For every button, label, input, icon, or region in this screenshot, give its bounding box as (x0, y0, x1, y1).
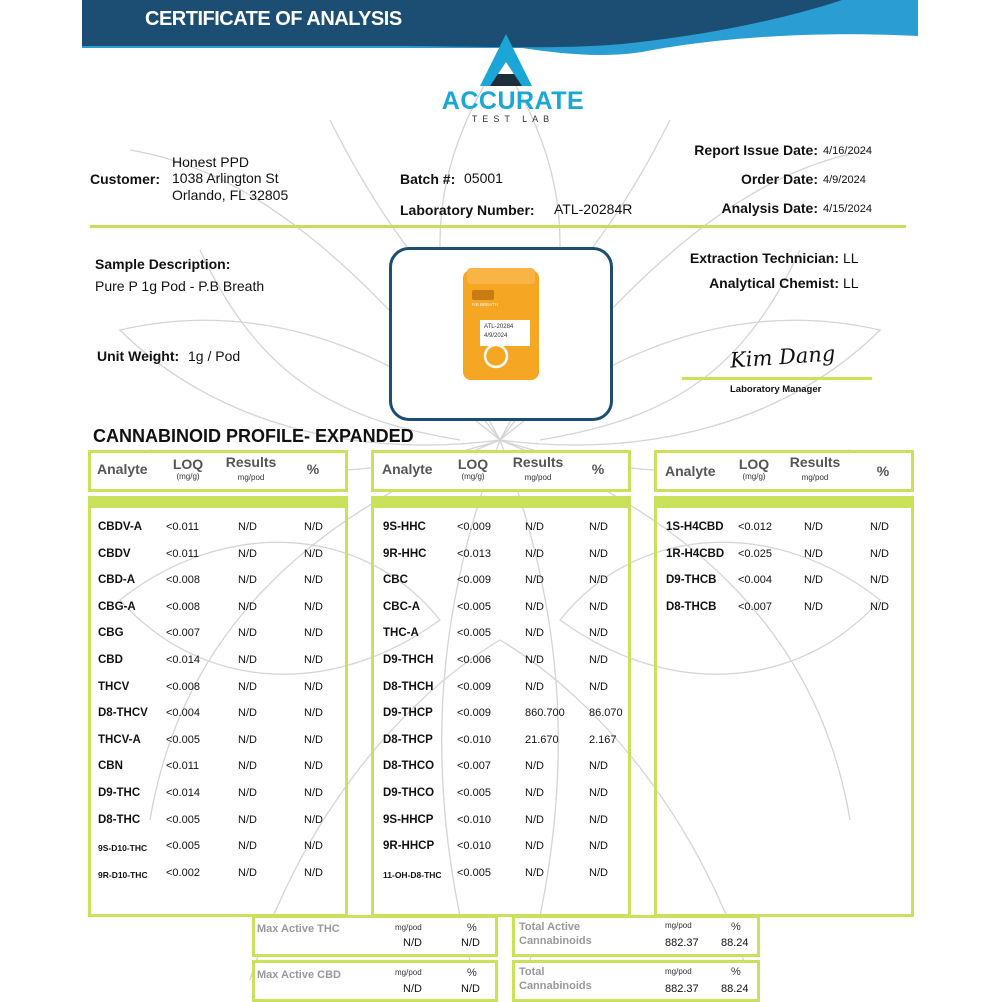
col-results-header: Results (225, 454, 277, 470)
analyte-name: 9S-D10-THC (98, 843, 148, 854)
result-value: N/D (525, 574, 544, 587)
result-value: N/D (238, 574, 257, 587)
col-percent-header: % (591, 461, 605, 477)
loq-value: <0.004 (738, 574, 772, 587)
percent-value: N/D (870, 547, 889, 560)
analyte-name: 9R-D10-THC (98, 869, 148, 880)
result-value: N/D (525, 787, 544, 799)
col-loq-header: LOQ (172, 456, 204, 472)
analyte-name: 9R-HHC (383, 547, 427, 560)
percent-value: N/D (589, 680, 608, 693)
col-percent-header: % (306, 461, 320, 477)
result-value: N/D (525, 654, 544, 666)
col-results-header: Results (789, 454, 841, 470)
table-header-2 (371, 450, 631, 492)
max-active-thc-box (252, 915, 498, 957)
table-row (654, 521, 908, 541)
lab-number-value: ATL-20284R (554, 201, 633, 217)
loq-value: <0.011 (166, 760, 200, 773)
table-row (88, 548, 342, 568)
customer-address-1: 1038 Arlington St (172, 170, 279, 186)
result-value: N/D (525, 547, 544, 560)
analyte-name: CBDV (98, 547, 131, 560)
total-pct-header: % (731, 966, 741, 978)
manager-title: Laboratory Manager (730, 384, 822, 395)
table-row (371, 867, 625, 887)
max-active-cbd-pct: N/D (461, 983, 480, 995)
result-value: N/D (238, 760, 257, 773)
max-active-thc-label: Max Active THC (257, 923, 340, 935)
loq-value: <0.005 (457, 787, 491, 799)
loq-value: <0.007 (166, 627, 200, 640)
col-results-unit: mg/pod (237, 473, 265, 482)
table-row (371, 734, 625, 754)
table-row (371, 601, 625, 621)
analyte-name: 9R-HHCP (383, 840, 435, 853)
table-row (654, 548, 908, 568)
total-active-label-1: Total Active (519, 921, 581, 933)
table-row (371, 760, 625, 780)
analyte-name: CBC (383, 574, 408, 587)
analyte-name: D9-THCP (383, 707, 433, 720)
profile-title: CANNABINOID PROFILE- EXPANDED (93, 426, 414, 446)
table-row (88, 867, 342, 887)
batch-value: 05001 (464, 170, 503, 186)
analyte-name: 9S-HHC (383, 521, 426, 533)
result-value: N/D (525, 840, 544, 853)
result-value: N/D (238, 787, 257, 799)
result-value: N/D (804, 600, 823, 613)
col-loq-header: LOQ (738, 456, 770, 472)
accurate-logo-icon (478, 32, 534, 88)
result-value: N/D (804, 547, 823, 560)
result-value: N/D (238, 600, 257, 613)
table-row (371, 548, 625, 568)
loq-value: <0.013 (457, 547, 491, 560)
loq-value: <0.009 (457, 707, 491, 720)
percent-value: N/D (304, 866, 323, 879)
col-results-unit: mg/pod (524, 473, 552, 482)
percent-value: 2.167 (589, 733, 617, 746)
percent-value: N/D (589, 521, 608, 533)
analyte-name: D8-THCH (383, 680, 434, 693)
loq-value: <0.008 (166, 600, 200, 613)
result-value: N/D (238, 707, 257, 720)
result-value: N/D (238, 547, 257, 560)
loq-value: <0.014 (166, 787, 200, 799)
table-row (371, 627, 625, 647)
document-title: CERTIFICATE OF ANALYSIS (145, 8, 402, 30)
result-value: 21.670 (525, 733, 559, 746)
report-issue-date-label: Report Issue Date: (694, 142, 818, 158)
loq-value: <0.025 (738, 547, 772, 560)
loq-value: <0.005 (457, 600, 491, 613)
percent-value: N/D (304, 813, 323, 826)
loq-value: <0.009 (457, 521, 491, 533)
table-row (88, 760, 342, 780)
loq-value: <0.004 (166, 707, 200, 720)
percent-value: N/D (589, 787, 608, 799)
percent-value: N/D (304, 733, 323, 746)
max-active-thc-pct: N/D (461, 937, 480, 949)
product-label-line-2: 4/9/2024 (484, 333, 508, 339)
extraction-technician: LL (843, 250, 859, 266)
loq-value: <0.012 (738, 521, 772, 533)
percent-value: N/D (304, 840, 323, 853)
analyte-name: CBDV-A (98, 521, 143, 533)
col-analyte-header: Analyte (665, 463, 716, 479)
percent-value: N/D (304, 654, 323, 666)
analyte-name: 11-OH-D8-THC (383, 869, 442, 880)
total-active-unit: mg/pod (665, 921, 692, 930)
header-divider (90, 225, 906, 228)
percent-value: N/D (870, 521, 889, 533)
percent-value: N/D (870, 574, 889, 587)
result-value: N/D (238, 733, 257, 746)
analytical-chemist: LL (843, 275, 859, 291)
percent-value: N/D (589, 654, 608, 666)
analyte-name: D9-THCO (383, 787, 435, 799)
result-value: N/D (525, 680, 544, 693)
table-row (371, 521, 625, 541)
table-row (371, 574, 625, 594)
table-row (88, 654, 342, 674)
max-active-cbd-mg: N/D (403, 983, 422, 995)
analysis-date-label: Analysis Date: (721, 200, 818, 216)
table-row (88, 627, 342, 647)
loq-value: <0.005 (166, 840, 200, 853)
table-row (654, 574, 908, 594)
loq-value: <0.014 (166, 654, 200, 666)
total-cannabinoids-box (512, 960, 760, 1002)
total-active-mg: 882.37 (665, 937, 699, 949)
result-value: N/D (238, 521, 257, 533)
table-row (654, 601, 908, 621)
col-loq-unit: (mg/g) (461, 472, 485, 481)
analyte-name: D8-THCV (98, 707, 148, 720)
percent-value: N/D (304, 521, 323, 533)
percent-value: N/D (589, 627, 608, 640)
analyte-name: CBD-A (98, 574, 136, 587)
percent-value: N/D (589, 866, 608, 879)
loq-value: <0.011 (166, 521, 200, 533)
result-value: N/D (238, 654, 257, 666)
analyte-name: D8-THC (98, 813, 141, 826)
analyte-name: D9-THCH (383, 654, 434, 666)
table-row (88, 681, 342, 701)
loq-value: <0.007 (738, 600, 772, 613)
percent-value: N/D (304, 680, 323, 693)
result-value: N/D (804, 574, 823, 587)
analyte-name: 1S-H4CBD (666, 521, 724, 533)
customer-label: Customer: (90, 171, 161, 187)
percent-value: N/D (304, 627, 323, 640)
col-loq-unit: (mg/g) (176, 472, 200, 481)
col-loq-unit: (mg/g) (742, 472, 766, 481)
analyte-name: THCV-A (98, 733, 141, 746)
table-row (88, 707, 342, 727)
table-row (88, 814, 342, 834)
table-row (88, 787, 342, 807)
max-active-cbd-box (252, 960, 498, 1002)
loq-value: <0.005 (457, 866, 491, 879)
table-row (371, 787, 625, 807)
result-value: N/D (525, 600, 544, 613)
loq-value: <0.010 (457, 733, 491, 746)
table-header-3 (654, 450, 914, 492)
analyte-name: THCV (98, 680, 130, 693)
logo-subtitle: TEST LAB (471, 114, 555, 124)
table-row (371, 707, 625, 727)
percent-value: N/D (589, 840, 608, 853)
percent-value: N/D (304, 707, 323, 720)
col-analyte-header: Analyte (97, 461, 148, 477)
customer-address-2: Orlando, FL 32805 (172, 187, 289, 203)
analyte-name: D8-THCO (383, 760, 435, 773)
table-row (371, 814, 625, 834)
total-active-pct-header: % (731, 921, 741, 933)
lab-number-label: Laboratory Number: (400, 202, 535, 218)
unit-weight: 1g / Pod (188, 348, 241, 364)
manager-signature: Kim Dang (729, 341, 837, 373)
percent-value: N/D (589, 547, 608, 560)
result-value: N/D (525, 813, 544, 826)
table-row (371, 681, 625, 701)
result-value: N/D (525, 521, 544, 533)
result-value: N/D (525, 627, 544, 640)
loq-value: <0.008 (166, 680, 200, 693)
total-label-1: Total (519, 966, 545, 978)
order-date-label: Order Date: (740, 171, 818, 187)
table-row (88, 521, 342, 541)
product-photo-frame (389, 247, 613, 421)
loq-value: <0.005 (457, 627, 491, 640)
total-active-pct: 88.24 (721, 937, 749, 949)
col-results-unit: mg/pod (801, 473, 829, 482)
extraction-technician-label: Extraction Technician: (689, 250, 839, 266)
table-row (88, 734, 342, 754)
sample-description-label: Sample Description: (95, 256, 231, 272)
max-active-thc-unit: mg/pod (395, 923, 422, 932)
unit-weight-label: Unit Weight: (97, 348, 180, 364)
col-analyte-header: Analyte (382, 461, 433, 477)
analyte-name: 1R-H4CBD (666, 547, 725, 560)
analysis-date: 4/15/2024 (823, 203, 872, 215)
loq-value: <0.010 (457, 840, 491, 853)
table-row (88, 840, 342, 860)
max-active-cbd-pct-header: % (467, 967, 477, 979)
loq-value: <0.006 (457, 654, 491, 666)
result-value: 860.700 (525, 707, 565, 720)
total-active-label-2: Cannabinoids (519, 935, 592, 947)
loq-value: <0.005 (166, 813, 200, 826)
result-value: N/D (238, 866, 257, 879)
total-pct: 88.24 (721, 983, 749, 995)
percent-value: N/D (589, 600, 608, 613)
percent-value: 86.070 (589, 707, 623, 720)
analyte-name: CBC-A (383, 600, 421, 613)
result-value: N/D (238, 680, 257, 693)
total-active-cannabinoids-box (512, 915, 760, 957)
result-value: N/D (238, 813, 257, 826)
col-percent-header: % (876, 463, 890, 479)
loq-value: <0.008 (166, 574, 200, 587)
table-row (371, 840, 625, 860)
analyte-name: D9-THC (98, 787, 141, 799)
result-value: N/D (238, 627, 257, 640)
percent-value: N/D (304, 787, 323, 799)
batch-label: Batch #: (400, 171, 456, 187)
result-value: N/D (525, 866, 544, 879)
max-active-cbd-label: Max Active CBD (257, 969, 341, 981)
loq-value: <0.007 (457, 760, 491, 773)
total-unit: mg/pod (665, 967, 692, 976)
table-row (88, 574, 342, 594)
signature-line (682, 377, 872, 380)
table-header-1 (88, 450, 348, 492)
percent-value: N/D (870, 600, 889, 613)
analyte-name: CBD (98, 654, 123, 666)
result-value: N/D (525, 760, 544, 773)
sample-description: Pure P 1g Pod - P.B Breath (95, 278, 265, 294)
product-label-line-1: ATL-20284 (484, 324, 514, 330)
loq-value: <0.011 (166, 547, 200, 560)
max-active-thc-mg: N/D (403, 937, 422, 949)
order-date: 4/9/2024 (823, 174, 866, 186)
loq-value: <0.005 (166, 733, 200, 746)
analyte-name: D8-THCB (666, 600, 717, 613)
percent-value: N/D (304, 760, 323, 773)
table-row (88, 601, 342, 621)
loq-value: <0.010 (457, 813, 491, 826)
result-value: N/D (804, 521, 823, 533)
total-label-2: Cannabinoids (519, 980, 592, 992)
max-active-thc-pct-header: % (467, 922, 477, 934)
analyte-name: CBN (98, 760, 123, 773)
analyte-name: D8-THCP (383, 733, 433, 746)
loq-value: <0.002 (166, 866, 200, 879)
analyte-name: CBG (98, 627, 124, 640)
analytical-chemist-label: Analytical Chemist: (709, 275, 839, 291)
customer-name: Honest PPD (172, 154, 250, 170)
max-active-cbd-unit: mg/pod (395, 968, 422, 977)
loq-value: <0.009 (457, 574, 491, 587)
analyte-name: 9S-HHCP (383, 813, 434, 826)
col-results-header: Results (512, 454, 564, 470)
percent-value: N/D (589, 813, 608, 826)
analyte-name: CBG-A (98, 600, 136, 613)
analyte-name: THC-A (383, 627, 419, 640)
loq-value: <0.009 (457, 680, 491, 693)
percent-value: N/D (304, 600, 323, 613)
percent-value: N/D (589, 574, 608, 587)
percent-value: N/D (304, 574, 323, 587)
product-brand-text: P.B BREATH (472, 302, 498, 307)
report-issue-date: 4/16/2024 (823, 145, 872, 157)
percent-value: N/D (589, 760, 608, 773)
percent-value: N/D (304, 547, 323, 560)
logo-wordmark: ACCURATE (441, 87, 585, 115)
result-value: N/D (238, 840, 257, 853)
analyte-name: D9-THCB (666, 574, 717, 587)
total-mg: 882.37 (665, 983, 699, 995)
col-loq-header: LOQ (457, 456, 489, 472)
table-row (371, 654, 625, 674)
